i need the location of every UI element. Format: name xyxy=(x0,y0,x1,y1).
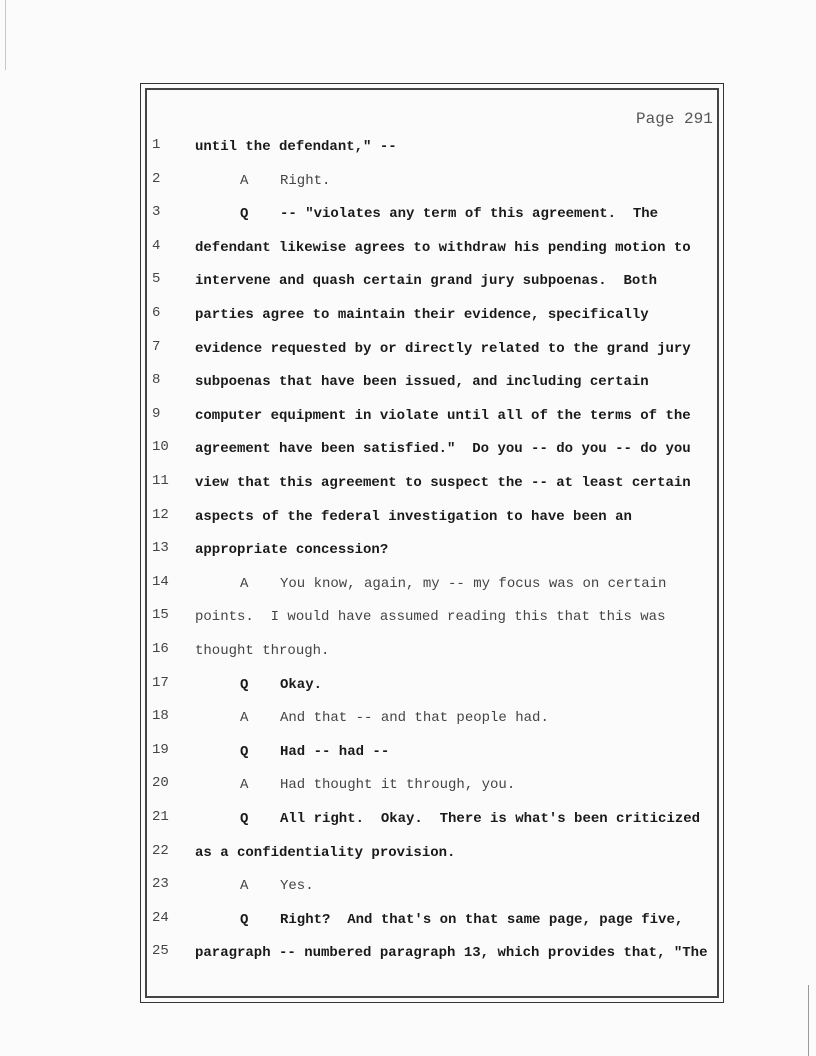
line-number: 17 xyxy=(152,675,169,691)
line-text: thought through. xyxy=(195,643,330,659)
line-text: as a confidentiality provision. xyxy=(195,845,456,861)
line-text: intervene and quash certain grand jury subpoenas. Both xyxy=(195,273,658,289)
line-number: 4 xyxy=(152,238,161,254)
transcript-line xyxy=(240,912,683,928)
line-number: 7 xyxy=(152,339,161,355)
speaker-label: A xyxy=(240,710,249,726)
speaker-label: Q xyxy=(240,744,249,760)
transcript-line xyxy=(240,744,389,760)
line-number: 25 xyxy=(152,943,169,959)
transcript-line xyxy=(240,206,658,222)
line-number: 5 xyxy=(152,271,161,287)
transcript-line xyxy=(195,441,691,457)
transcript-line xyxy=(195,945,707,961)
speaker-label: A xyxy=(240,173,249,189)
transcript-line xyxy=(240,777,515,793)
line-text: view that this agreement to suspect the -- at least certain xyxy=(195,475,691,491)
transcript-line xyxy=(240,173,330,189)
line-text: -- "violates any term of this agreement. The xyxy=(280,206,659,222)
line-number: 16 xyxy=(152,641,169,657)
transcript-line xyxy=(195,509,632,525)
scan-edge-mark xyxy=(808,985,809,1056)
line-text: subpoenas that have been issued, and including certain xyxy=(195,374,649,390)
transcript-line xyxy=(195,240,691,256)
scan-edge-mark xyxy=(5,0,6,70)
line-text: parties agree to maintain their evidence, specifically xyxy=(195,307,649,323)
line-number: 21 xyxy=(152,809,169,825)
line-text: Yes. xyxy=(280,878,314,894)
transcript-line xyxy=(195,408,691,424)
line-number: 11 xyxy=(152,473,169,489)
transcript-line xyxy=(195,542,388,558)
line-text: until the defendant," -- xyxy=(195,139,397,155)
line-text: aspects of the federal investigation to have been an xyxy=(195,509,632,525)
line-text: And that -- and that people had. xyxy=(280,710,549,726)
line-number: 1 xyxy=(152,137,161,153)
transcript-line xyxy=(195,307,649,323)
line-number: 10 xyxy=(152,439,169,455)
line-number: 22 xyxy=(152,843,169,859)
line-text: agreement have been satisfied." Do you -- do you -- do you xyxy=(195,441,691,457)
speaker-label: Q xyxy=(240,206,249,222)
line-text: You know, again, my -- my focus was on certain xyxy=(280,576,667,592)
line-text: paragraph -- numbered paragraph 13, which provides that, "The xyxy=(195,945,708,961)
line-number: 15 xyxy=(152,607,169,623)
line-number: 6 xyxy=(152,305,161,321)
transcript-line xyxy=(195,845,455,861)
line-number: 9 xyxy=(152,406,161,422)
speaker-label: Q xyxy=(240,912,249,928)
line-number: 20 xyxy=(152,775,169,791)
line-number: 2 xyxy=(152,171,161,187)
line-text: evidence requested by or directly related to the grand jury xyxy=(195,341,691,357)
transcript-line xyxy=(240,811,700,827)
speaker-label: A xyxy=(240,777,249,793)
line-number: 24 xyxy=(152,910,169,926)
line-number: 23 xyxy=(152,876,169,892)
line-number: 8 xyxy=(152,372,161,388)
transcript-line xyxy=(195,374,649,390)
transcript-line xyxy=(195,139,397,155)
transcript-line xyxy=(195,341,691,357)
line-text: Okay. xyxy=(280,677,323,693)
transcript-line xyxy=(195,273,657,289)
line-number: 13 xyxy=(152,540,169,556)
line-text: Right? And that's on that same page, page five, xyxy=(280,912,684,928)
line-number: 12 xyxy=(152,507,169,523)
speaker-label: A xyxy=(240,878,249,894)
line-number: 14 xyxy=(152,574,169,590)
line-text: Had -- had -- xyxy=(280,744,390,760)
transcript-line xyxy=(240,677,322,693)
line-number: 19 xyxy=(152,742,169,758)
line-number: 3 xyxy=(152,204,161,220)
line-text: defendant likewise agrees to withdraw his pending motion to xyxy=(195,240,691,256)
line-text: All right. Okay. There is what's been criticized xyxy=(280,811,701,827)
speaker-label: Q xyxy=(240,677,249,693)
speaker-label: Q xyxy=(240,811,249,827)
transcript-line xyxy=(195,475,691,491)
line-text: Right. xyxy=(280,173,331,189)
speaker-label: A xyxy=(240,576,249,592)
transcript-line xyxy=(240,576,666,592)
transcript-line xyxy=(240,878,314,894)
transcript-line xyxy=(195,643,329,659)
line-text: computer equipment in violate until all of the terms of the xyxy=(195,408,691,424)
transcript-line xyxy=(240,710,549,726)
line-text: points. I would have assumed reading this that this was xyxy=(195,609,666,625)
line-text: Had thought it through, you. xyxy=(280,777,516,793)
transcript-line xyxy=(195,609,665,625)
page-number: Page 291 xyxy=(636,110,713,128)
line-text: appropriate concession? xyxy=(195,542,389,558)
line-number: 18 xyxy=(152,708,169,724)
